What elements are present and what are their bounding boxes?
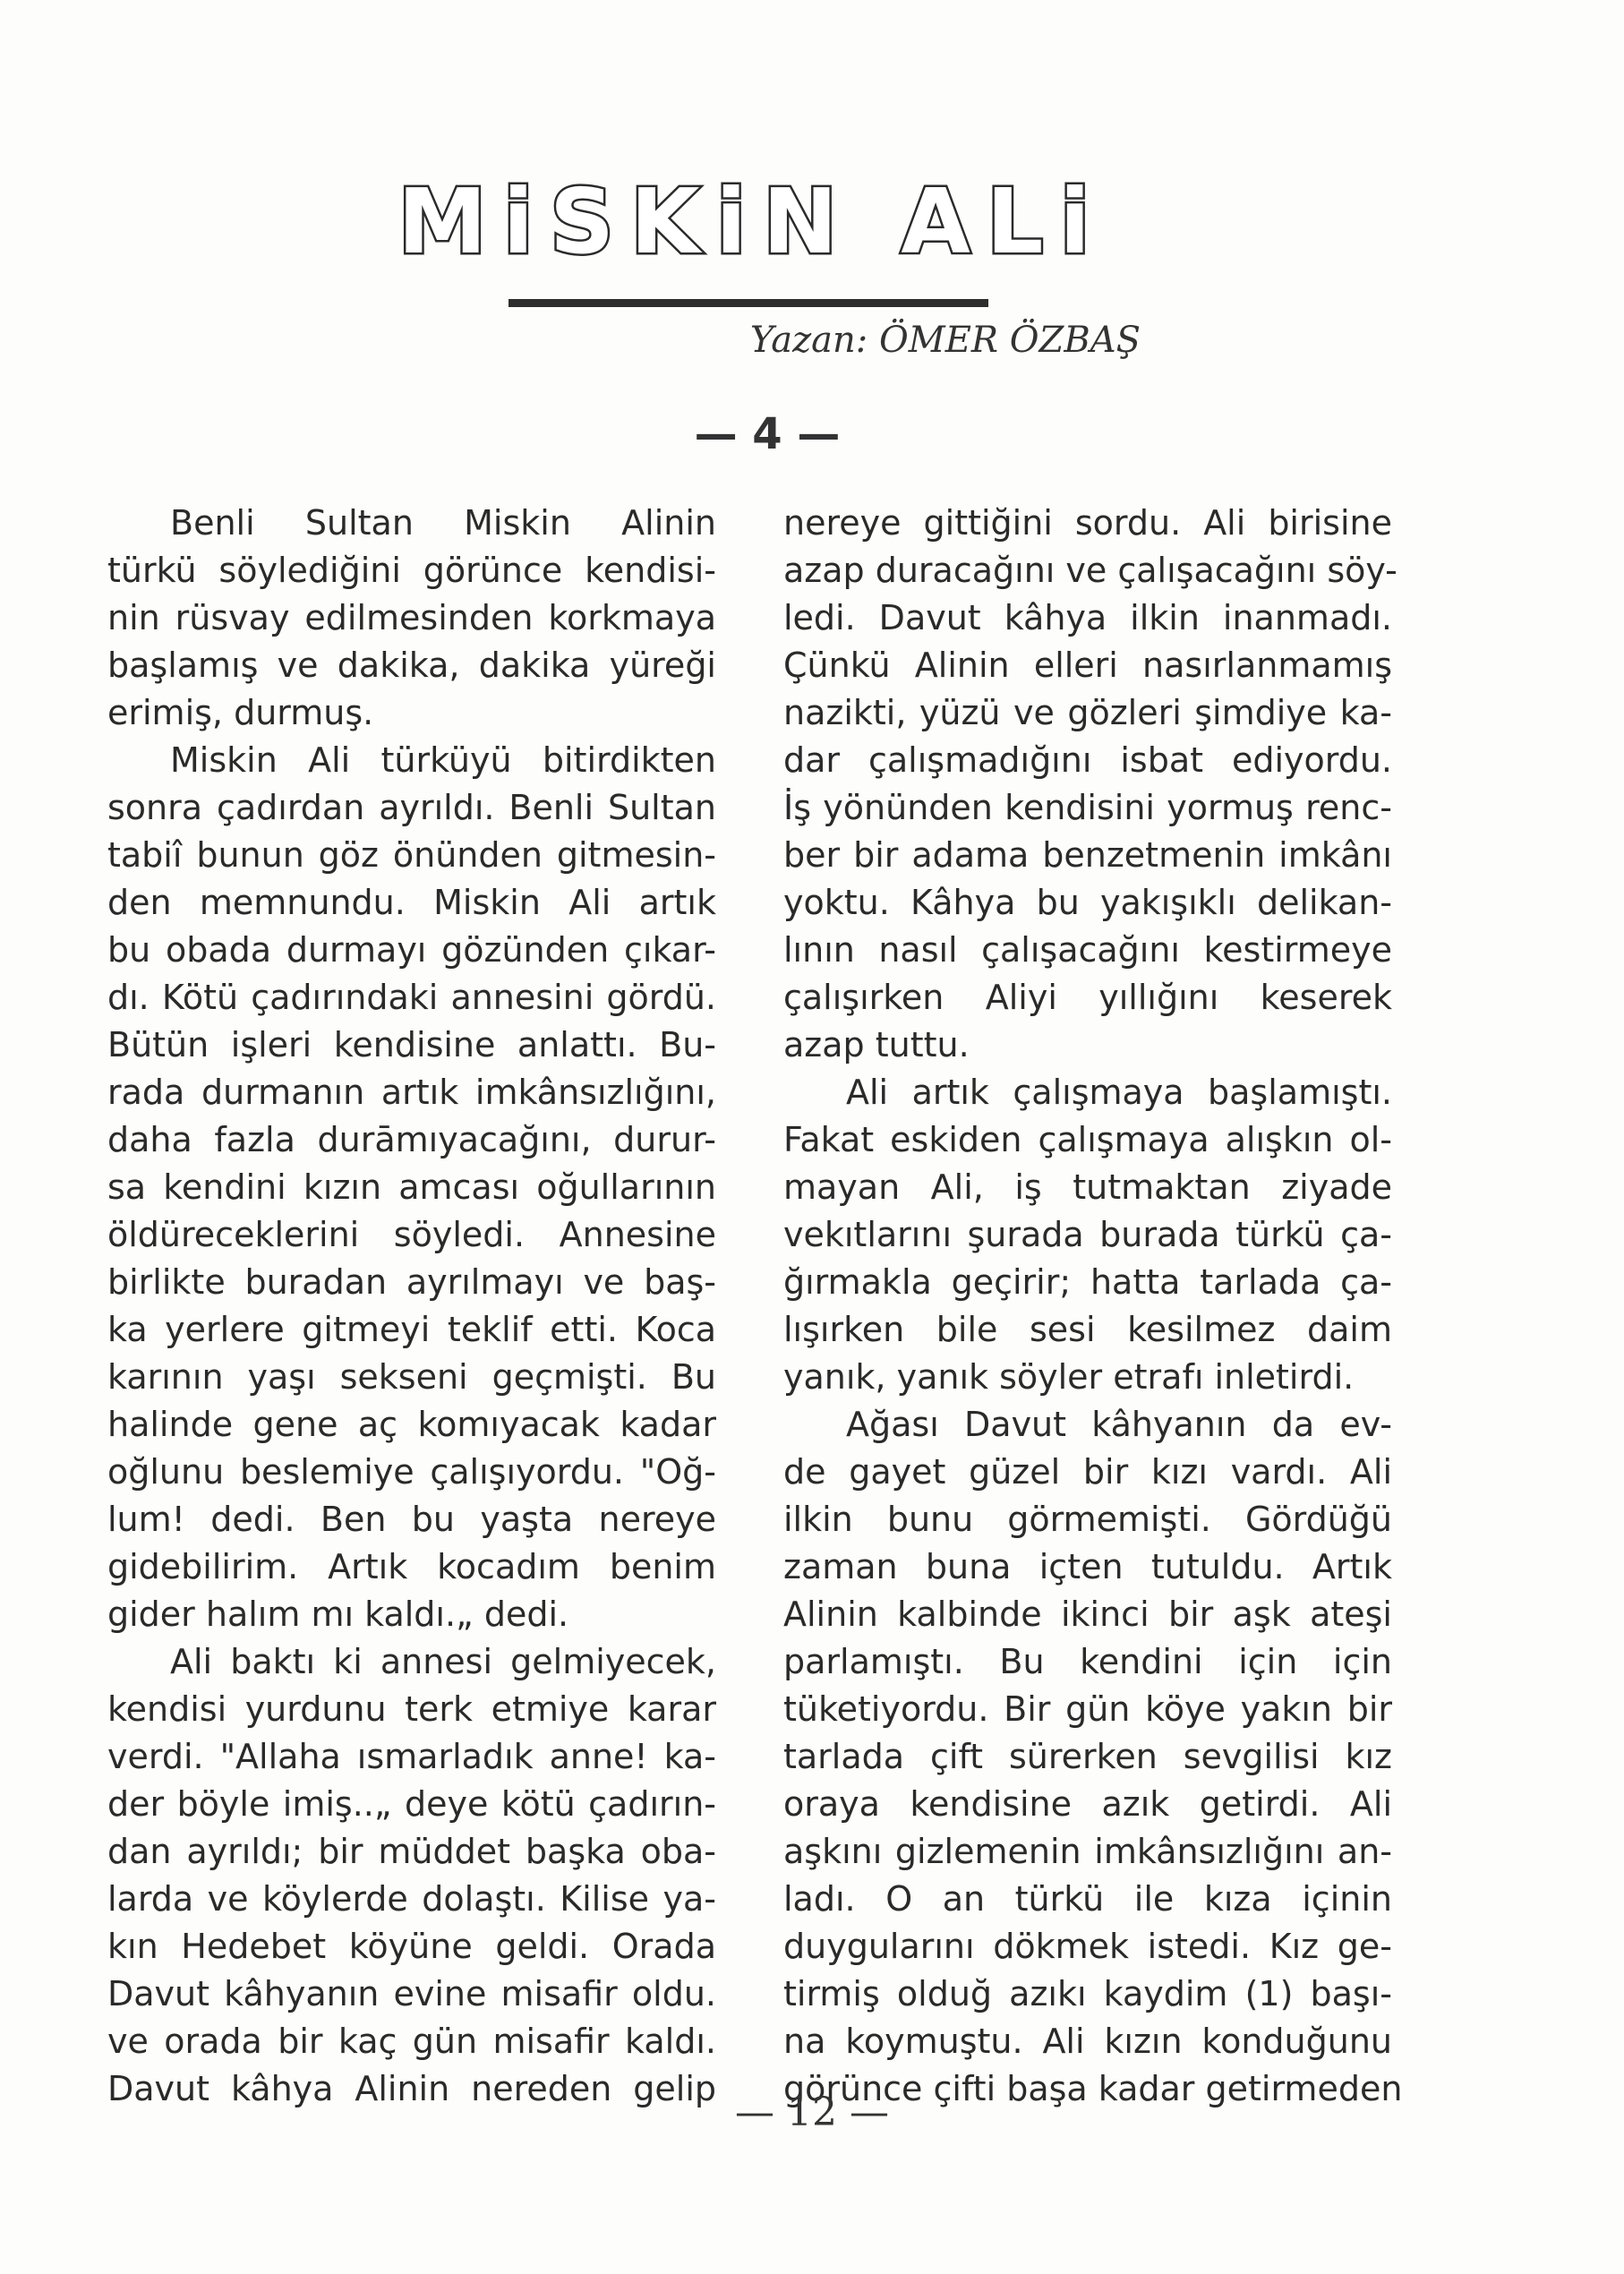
text-line: lının nasıl çalışacağını kestirmeye <box>783 930 1392 970</box>
text-line: tirmiş olduğ azıkı kaydim (1) başı- <box>783 1974 1392 2013</box>
text-line: yoktu. Kâhya bu yakışıklı delikan- <box>783 883 1392 922</box>
text-line: Davut kâhyanın evine misafir oldu. <box>107 1974 716 2013</box>
text-line: ledi. Davut kâhya ilkin inanmadı. <box>783 598 1392 637</box>
text-line: rada durmanın artık imkânsızlığını, <box>107 1073 716 1112</box>
text-line: Davut kâhya Alinin nereden gelip <box>107 2069 716 2108</box>
right-column <box>783 500 1403 2113</box>
text-line: gidebilirim. Artık kocadım benim <box>107 1547 716 1586</box>
text-line: sonra çadırdan ayrıldı. Benli Sultan <box>107 788 716 827</box>
text-line: azap tuttu. <box>783 1025 970 1064</box>
text-line: Ali baktı ki annesi gelmiyecek, <box>170 1642 716 1681</box>
text-line: ğırmakla geçirir; hatta tarlada ça- <box>783 1262 1392 1302</box>
text-line: birlikte buradan ayrılmayı ve baş- <box>107 1262 716 1302</box>
page-number: — 12 — <box>735 2090 889 2135</box>
text-line: daha fazla durāmıyacağını, durur- <box>107 1120 716 1159</box>
text-line: verdi. "Allaha ısmarladık anne! ka- <box>107 1737 716 1776</box>
text-line: oğlunu beslemiye çalışıyordu. "Oğ- <box>107 1452 716 1492</box>
text-line: kın Hedebet köyüne geldi. Orada <box>107 1927 716 1966</box>
author-byline: Yazan: ÖMER ÖZBAŞ <box>749 320 1141 361</box>
text-line: de gayet güzel bir kızı vardı. Ali <box>783 1452 1392 1492</box>
text-line: tarlada çift sürerken sevgilisi kız <box>783 1737 1392 1776</box>
text-line: azap duracağını ve çalışacağını söy- <box>783 551 1397 590</box>
text-line: vekıtlarını şurada burada türkü ça- <box>783 1215 1392 1254</box>
text-line: çalışırken Aliyi yıllığını keserek <box>783 978 1392 1017</box>
text-line: tüketiyordu. Bir gün köye yakın bir <box>783 1689 1392 1729</box>
text-line: Çünkü Alinin elleri nasırlanmamış <box>783 645 1392 685</box>
text-line: lışırken bile sesi kesilmez daim <box>783 1310 1392 1349</box>
text-line: ber bir adama benzetmenin imkânı <box>783 835 1392 875</box>
text-line: karının yaşı sekseni geçmişti. Bu <box>107 1357 716 1397</box>
text-line: tabiî bunun göz önünden gitmesin- <box>107 835 716 875</box>
text-line: nin rüsvay edilmesinden korkmaya <box>107 598 716 637</box>
text-line: İş yönünden kendisini yormuş renc- <box>783 788 1392 827</box>
text-line: oraya kendisine azık getirdi. Ali <box>783 1784 1392 1824</box>
text-line: ve orada bir kaç gün misafir kaldı. <box>107 2022 716 2061</box>
text-line: ilkin bunu görmemişti. Gördüğü <box>783 1500 1392 1539</box>
text-line: duygularını dökmek istedi. Kız ge- <box>783 1927 1392 1966</box>
text-line: görünce çifti başa kadar getirmeden <box>783 2069 1403 2108</box>
text-line: erimiş, durmuş. <box>107 693 374 732</box>
text-line: der böyle imiş..„ deye kötü çadırın- <box>107 1784 716 1824</box>
text-line: öldüreceklerini söyledi. Annesine <box>107 1215 716 1254</box>
text-line: nazikti, yüzü ve gözleri şimdiye ka- <box>783 693 1392 732</box>
title-divider <box>509 299 988 307</box>
text-line: lum! dedi. Ben bu yaşta nereye <box>107 1500 716 1539</box>
text-line: ladı. O an türkü ile kıza içinin <box>783 1879 1392 1919</box>
text-line: zaman buna içten tutuldu. Artık <box>783 1547 1392 1586</box>
text-line: türkü söylediğini görünce kendisi- <box>107 551 716 590</box>
text-line: Bütün işleri kendisine anlattı. Bu- <box>107 1025 716 1064</box>
text-line: aşkını gizlemenin imkânsızlığını an- <box>783 1832 1392 1871</box>
text-line: Alinin kalbinde ikinci bir aşk ateşi <box>783 1594 1392 1634</box>
text-line: dar çalışmadığını isbat ediyordu. <box>783 740 1392 780</box>
text-line: halinde gene aç komıyacak kadar <box>107 1405 716 1444</box>
text-line: Miskin Ali türküyü bitirdikten <box>170 740 716 780</box>
text-line: Benli Sultan Miskin Alinin <box>170 503 716 543</box>
text-line: başlamış ve dakika, dakika yüreği <box>107 645 716 685</box>
text-line: na koymuştu. Ali kızın konduğunu <box>783 2022 1392 2061</box>
text-line: yanık, yanık söyler etrafı inletirdi. <box>783 1357 1355 1397</box>
text-line: den memnundu. Miskin Ali artık <box>107 883 716 922</box>
text-line: kendisi yurdunu terk etmiye karar <box>107 1689 716 1729</box>
text-line: mayan Ali, iş tutmaktan ziyade <box>783 1167 1392 1207</box>
text-line: Fakat eskiden çalışmaya alışkın ol- <box>783 1120 1392 1159</box>
text-line: bu obada durmayı gözünden çıkar- <box>107 930 716 970</box>
text-line: ka yerlere gitmeyi teklif etti. Koca <box>107 1310 716 1349</box>
text-line: dan ayrıldı; bir müddet başka oba- <box>107 1832 716 1871</box>
text-line: Ağası Davut kâhyanın da ev- <box>846 1405 1392 1444</box>
part-number: — 4 — <box>694 409 841 459</box>
text-line: larda ve köylerde dolaştı. Kilise ya- <box>107 1879 716 1919</box>
left-column <box>107 500 716 2113</box>
text-line: Ali artık çalışmaya başlamıştı. <box>846 1073 1392 1112</box>
text-line: sa kendini kızın amcası oğullarının <box>107 1167 716 1207</box>
text-line: gider halım mı kaldı.„ dedi. <box>107 1594 569 1634</box>
text-line: dı. Kötü çadırındaki annesini gördü. <box>107 978 716 1017</box>
page-title: MiSKiN ALi <box>397 169 1107 274</box>
text-line: parlamıştı. Bu kendini için için <box>783 1642 1392 1681</box>
text-line: nereye gittiğini sordu. Ali birisine <box>783 503 1392 543</box>
